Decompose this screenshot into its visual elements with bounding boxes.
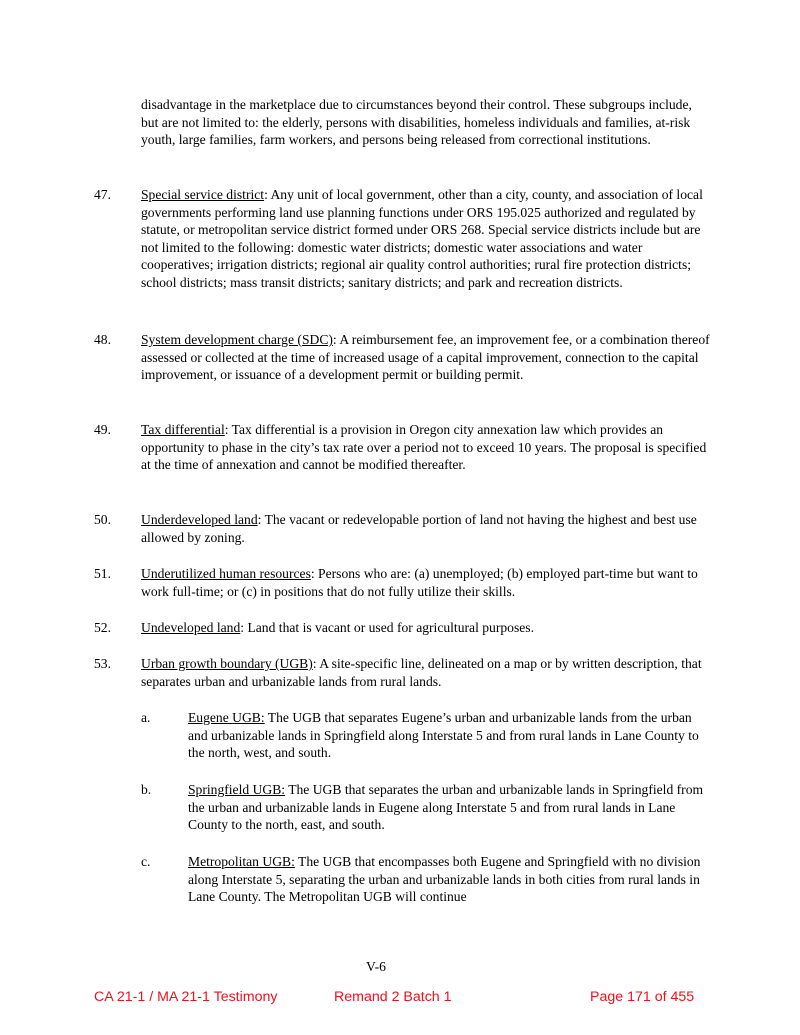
subitem-c	[141, 853, 711, 906]
definition-term: Tax differential	[141, 422, 225, 437]
intro-paragraph: disadvantage in the marketplace due to circumstances beyond their control. These subgroups include, but are not limited to: the elderly, persons with disabilities, homeless individuals and families, at-risk youth, large families, farm workers, and persons being released from correctional institutions.	[141, 97, 692, 148]
definition-52	[94, 619, 714, 637]
definition-text: : Any unit of local government, other than a city, county, and association of local governments performing land use planning functions under ORS 195.025 authorized and regulated by statute, or metropolitan service district formed under ORS 268. Special service districts include but are not limited to the following: domestic water districts; domestic water associations and water cooperatives; irrigation districts; regional air quality control authorities; rural fire protection districts; school districts; mass transit districts; sanitary districts; and park and recreation districts.	[141, 187, 703, 290]
definition-47	[94, 186, 714, 292]
subitem-letter: a.	[141, 710, 151, 725]
subitem-letter: b.	[141, 782, 152, 797]
definition-50	[94, 511, 714, 546]
definition-term: Underdeveloped land	[141, 512, 258, 527]
definition-text: : A reimbursement fee, an improvement fee, or a combination thereof assessed or collected at the time of increased usage of a capital improvement, connection to the capital improvement, or issuance of a development permit or building permit.	[141, 332, 710, 383]
definition-term: Special service district	[141, 187, 265, 202]
definition-term: System development charge (SDC)	[141, 332, 333, 347]
definition-49	[94, 421, 714, 474]
subitem-letter: c.	[141, 854, 151, 869]
definition-number: 52.	[94, 620, 111, 635]
definition-text: : A site-specific line, delineated on a map or by written description, that separates urban and urbanizable lands from rural lands.	[141, 656, 702, 689]
definition-number: 49.	[94, 422, 111, 437]
subitem-b	[141, 781, 711, 834]
subitem-a	[141, 709, 711, 762]
definition-term: Undeveloped land	[141, 620, 241, 635]
subitem-text: The UGB that separates the urban and urbanizable lands in Springfield from the urban and urbanizable lands in Eugene along Interstate 5 and from rural lands in Lane County to the north, east, and south.	[188, 782, 704, 833]
definition-text: : Persons who are: (a) unemployed; (b) employed part-time but want to work full-time; or (c) in positions that do not fully utilize their skills.	[141, 566, 698, 599]
definition-51	[94, 565, 714, 600]
definition-number: 51.	[94, 566, 111, 581]
footer-center: Remand 2 Batch 1	[334, 989, 452, 1005]
subitem-text: The UGB that separates Eugene’s urban and urbanizable lands from the urban and urbanizable lands in Springfield along Interstate 5 and from rural lands in Lane County to the north, west, and south.	[188, 710, 699, 761]
subitem-term: Springfield UGB:	[188, 782, 286, 797]
subitem-text: The UGB that encompasses both Eugene and Springfield with no division along Interstate 5, separating the urban and urbanizable lands in both cities from rural lands in Lane County. The Metropolitan UGB will continue	[188, 854, 701, 905]
definition-text: : Land that is vacant or used for agricultural purposes.	[240, 620, 534, 635]
definition-term: Urban growth boundary (UGB)	[141, 656, 313, 671]
definition-number: 50.	[94, 512, 111, 527]
definition-term: Underutilized human resources	[141, 566, 311, 581]
footer-left: CA 21-1 / MA 21-1 Testimony	[94, 989, 278, 1005]
definition-text: : The vacant or redevelopable portion of land not having the highest and best use allowed by zoning.	[141, 512, 697, 545]
subitem-term: Metropolitan UGB:	[188, 854, 295, 869]
page-number: V-6	[366, 959, 386, 974]
definition-number: 53.	[94, 656, 111, 671]
definition-53	[94, 655, 714, 690]
definition-number: 48.	[94, 332, 111, 347]
footer-right: Page 171 of 455	[590, 989, 695, 1005]
definition-48	[94, 331, 714, 384]
definition-number: 47.	[94, 187, 111, 202]
definition-text: : Tax differential is a provision in Oregon city annexation law which provides an opportunity to phase in the city’s tax rate over a period not to exceed 10 years. The proposal is specified at the time of annexation and cannot be modified thereafter.	[141, 422, 707, 473]
subitem-term: Eugene UGB:	[188, 710, 265, 725]
